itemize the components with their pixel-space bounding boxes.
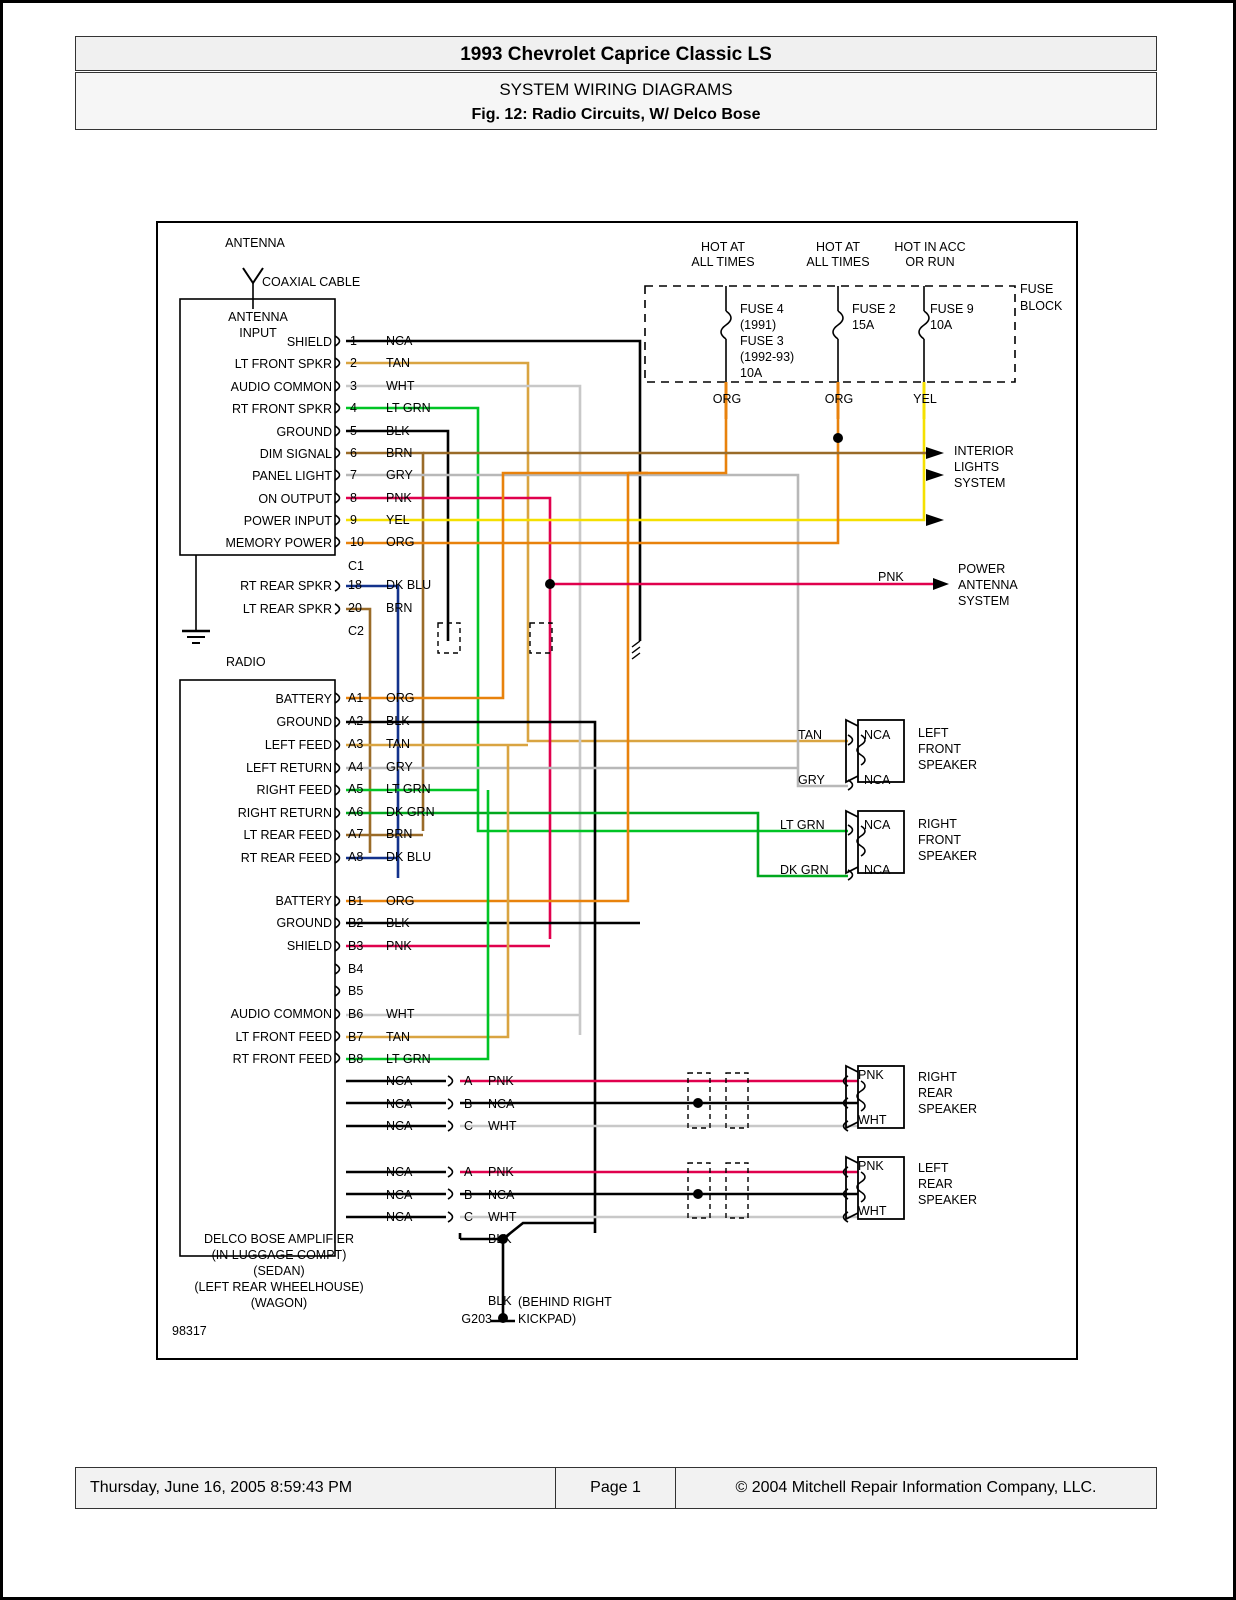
- fuse-4-line2: (1991): [740, 318, 777, 332]
- subtitle-line-1: SYSTEM WIRING DIAGRAMS: [499, 80, 733, 99]
- amp-pin-num-b2: B2: [348, 916, 364, 930]
- amp-pin-wire-b3: PNK: [386, 939, 412, 953]
- radio-pin-name-1: SHIELD: [286, 335, 332, 349]
- fuse-2-line1: FUSE 2: [852, 302, 896, 316]
- rear-right-pin-wire-2: NCA: [488, 1097, 515, 1111]
- amp-pin-num-a6: A6: [348, 805, 364, 819]
- amp-pin-num-b1: B1: [348, 894, 364, 908]
- rear-right-pin-left-2: NCA: [386, 1097, 413, 1111]
- radio-pin-name-10: MEMORY POWER: [225, 536, 332, 550]
- rear-right-pin-letter-2: B: [464, 1097, 473, 1111]
- ground-name: G203: [461, 1312, 492, 1326]
- amp-name-line2: (IN LUGGAGE COMPT): [211, 1248, 347, 1262]
- ground-location-line2: KICKPAD): [518, 1312, 577, 1326]
- radio-pin-wire-18: DK BLU: [386, 578, 432, 592]
- amp-pin-num-a5: A5: [348, 782, 364, 796]
- rf-return-nca: NCA: [864, 863, 891, 877]
- fuse-3-amp: 10A: [740, 366, 763, 380]
- fuse-block-label-2: BLOCK: [1020, 299, 1063, 313]
- radio-pin-num-5: 5: [350, 424, 357, 438]
- amp-pin-wire-b2: BLK: [386, 916, 410, 930]
- amp-pin-name-b3: SHIELD: [286, 939, 332, 953]
- lr-wire-3: WHT: [858, 1204, 887, 1218]
- amp-pin-name-b7: AUDIO COMMON: [230, 1007, 332, 1021]
- speaker-lf-line2: FRONT: [918, 742, 962, 756]
- amp-pin-wire-b7: TAN: [386, 1030, 411, 1044]
- rear-left-pin-wire-1: PNK: [488, 1165, 514, 1179]
- antenna-input-line2: INPUT: [239, 326, 277, 340]
- amp-pin-name-b2: GROUND: [276, 916, 332, 930]
- antenna-input-line1: ANTENNA: [228, 310, 288, 324]
- rear-right-pin-left-1: NCA: [386, 1074, 413, 1088]
- amp-pin-wire-a6: DK GRN: [386, 805, 435, 819]
- radio-pin-wire-20: BRN: [386, 601, 413, 615]
- amp-pin-name-b8: LT FRONT FEED: [235, 1030, 332, 1044]
- rear-right-pin-wire-1: PNK: [488, 1074, 514, 1088]
- amp-pin-wire-a4: GRY: [386, 760, 413, 774]
- rr-wire-3: WHT: [858, 1113, 887, 1127]
- amp-pin-wire-a1: ORG: [386, 691, 415, 705]
- amp-pin-num-b6: B6: [348, 1007, 364, 1021]
- fuse-heading-2-line1: HOT AT: [816, 240, 860, 254]
- radio-pin-num-6: 6: [350, 446, 357, 460]
- speaker-rr-line1: RIGHT: [918, 1070, 957, 1084]
- radio-pin-name-7: PANEL LIGHT: [252, 469, 332, 483]
- amp-pin-num-b4: B4: [348, 962, 364, 976]
- radio-name: RADIO: [226, 655, 266, 669]
- radio-pin-name-20: LT REAR SPKR: [242, 602, 332, 616]
- fuse-9-wire: YEL: [913, 392, 937, 406]
- speaker-rf-line2: FRONT: [918, 833, 962, 847]
- lf-feed-wire: TAN: [798, 728, 823, 742]
- radio-pin-name-5: GROUND: [276, 425, 332, 439]
- amp-pin-name-a5: RIGHT FEED: [256, 783, 332, 797]
- rear-left-pin-letter-1: A: [464, 1165, 473, 1179]
- lf-return-wire: GRY: [798, 773, 825, 787]
- fuse-2-wire: ORG: [824, 392, 854, 406]
- amp-pin-wire-a8: DK BLU: [386, 850, 432, 864]
- wiring-diagram: [156, 221, 1078, 1360]
- radio-pin-num-18: 18: [348, 578, 362, 592]
- radio-connector-c2: C2: [348, 624, 364, 638]
- lf-return-nca: NCA: [864, 773, 891, 787]
- amp-pin-num-a4: A4: [348, 760, 364, 774]
- rf-feed-wire: LT GRN: [780, 818, 825, 832]
- amp-pin-wire-a2: BLK: [386, 714, 410, 728]
- radio-pin-num-4: 4: [350, 401, 357, 415]
- amp-pin-wire-b1: ORG: [386, 894, 415, 908]
- page-title: 1993 Chevrolet Caprice Classic LS: [75, 36, 1157, 71]
- power-antenna-line1: POWER: [958, 562, 1006, 576]
- radio-pin-wire-8: PNK: [386, 491, 412, 505]
- amp-pin-wire-a5: LT GRN: [386, 782, 431, 796]
- interior-lights-line2: LIGHTS: [954, 460, 1000, 474]
- amp-pin-wire-a3: TAN: [386, 737, 411, 751]
- amp-pin-wire-b6: WHT: [386, 1007, 415, 1021]
- rear-right-pin-letter-1: A: [464, 1074, 473, 1088]
- fuse-3-line2: (1992-93): [740, 350, 795, 364]
- radio-pin-num-3: 3: [350, 379, 357, 393]
- rear-left-pin-left-3: NCA: [386, 1210, 413, 1224]
- amp-pin-wire-a7: BRN: [386, 827, 413, 841]
- amp-pin-num-a8: A8: [348, 850, 364, 864]
- radio-pin-wire-5: BLK: [386, 424, 410, 438]
- radio-pin-wire-4: LT GRN: [386, 401, 431, 415]
- radio-pin-num-10: 10: [350, 535, 364, 549]
- footer: [75, 1467, 1157, 1509]
- amp-pin-num-a7: A7: [348, 827, 364, 841]
- radio-pin-num-2: 2: [350, 356, 357, 370]
- fuse-1-wire: ORG: [712, 392, 742, 406]
- coaxial-cable-label: COAXIAL CABLE: [262, 275, 361, 289]
- speaker-lf-line3: SPEAKER: [918, 758, 978, 772]
- amp-pin-name-a7: LT REAR FEED: [243, 828, 332, 842]
- amp-pin-num-b7: B7: [348, 1030, 364, 1044]
- radio-pin-wire-7: GRY: [386, 468, 413, 482]
- ground-wire-bottom: BLK: [488, 1294, 512, 1308]
- page-subtitle: [75, 72, 1157, 130]
- interior-lights-line1: INTERIOR: [954, 444, 1014, 458]
- radio-pin-num-8: 8: [350, 491, 357, 505]
- radio-pin-wire-9: YEL: [386, 513, 410, 527]
- speaker-rf-line3: SPEAKER: [918, 849, 978, 863]
- rear-right-pin-left-3: NCA: [386, 1119, 413, 1133]
- amp-pin-name-a3: LEFT FEED: [264, 738, 332, 752]
- rear-left-pin-letter-3: C: [464, 1210, 474, 1224]
- amp-pin-name-a8: RT REAR FEED: [240, 851, 332, 865]
- radio-connector-c1: C1: [348, 559, 364, 573]
- ground-wire-top: BLK: [488, 1232, 512, 1246]
- amp-pin-num-b5: B5: [348, 984, 364, 998]
- amp-pin-num-b8: B8: [348, 1052, 364, 1066]
- amp-pin-name-b1: BATTERY: [275, 894, 332, 908]
- speaker-rf-line1: RIGHT: [918, 817, 957, 831]
- speaker-lr-line3: SPEAKER: [918, 1193, 978, 1207]
- fuse-9-amp: 10A: [930, 318, 953, 332]
- interior-lights-line3: SYSTEM: [954, 476, 1006, 490]
- amp-pin-name-rt-front-feed: RT FRONT FEED: [232, 1052, 332, 1066]
- amp-name-line1: DELCO BOSE AMPLIFIER: [203, 1232, 355, 1246]
- rear-right-pin-letter-3: C: [464, 1119, 474, 1133]
- power-antenna-line3: SYSTEM: [958, 594, 1010, 608]
- amp-name-line5: (WAGON): [250, 1296, 308, 1310]
- rf-feed-nca: NCA: [864, 818, 891, 832]
- rf-return-wire: DK GRN: [780, 863, 829, 877]
- radio-pin-wire-10: ORG: [386, 535, 415, 549]
- amp-pin-num-b3: B3: [348, 939, 364, 953]
- radio-pin-wire-1: NCA: [386, 334, 413, 348]
- rear-left-pin-wire-3: WHT: [488, 1210, 517, 1224]
- diagram-id-code: 98317: [172, 1324, 207, 1338]
- fuse-3-line1: FUSE 3: [740, 334, 784, 348]
- fuse-block-label-1: FUSE: [1020, 282, 1054, 296]
- speaker-lr-line2: REAR: [918, 1177, 953, 1191]
- radio-pin-num-9: 9: [350, 513, 357, 527]
- radio-pin-name-8: ON OUTPUT: [258, 492, 332, 506]
- amp-pin-wire-b8: LT GRN: [386, 1052, 431, 1066]
- speaker-rr-line3: SPEAKER: [918, 1102, 978, 1116]
- lf-feed-nca: NCA: [864, 728, 891, 742]
- lr-wire-1: PNK: [858, 1159, 884, 1173]
- subtitle-line-2: Fig. 12: Radio Circuits, W/ Delco Bose: [471, 106, 761, 123]
- radio-pin-num-7: 7: [350, 468, 357, 482]
- radio-pin-num-1: 1: [350, 334, 357, 348]
- rr-wire-1: PNK: [858, 1068, 884, 1082]
- radio-pin-name-2: LT FRONT SPKR: [234, 357, 332, 371]
- radio-pin-name-6: DIM SIGNAL: [259, 447, 332, 461]
- footer-timestamp: Thursday, June 16, 2005 8:59:43 PM: [76, 1468, 556, 1508]
- rear-left-pin-wire-2: NCA: [488, 1188, 515, 1202]
- speaker-lf-line1: LEFT: [918, 726, 949, 740]
- radio-pin-num-20: 20: [348, 601, 362, 615]
- radio-pin-wire-2: TAN: [386, 356, 411, 370]
- amp-pin-name-a6: RIGHT RETURN: [237, 806, 332, 820]
- radio-pin-name-18: RT REAR SPKR: [240, 579, 332, 593]
- amp-pin-name-a4: LEFT RETURN: [246, 761, 332, 775]
- power-antenna-line2: ANTENNA: [958, 578, 1018, 592]
- radio-pin-name-9: POWER INPUT: [243, 514, 332, 528]
- speaker-rr-line2: REAR: [918, 1086, 953, 1100]
- rear-left-pin-left-2: NCA: [386, 1188, 413, 1202]
- amp-pin-name-a2: GROUND: [276, 715, 332, 729]
- radio-pin-name-4: RT FRONT SPKR: [231, 402, 332, 416]
- rear-left-pin-letter-2: B: [464, 1188, 473, 1202]
- rear-right-pin-wire-3: WHT: [488, 1119, 517, 1133]
- fuse-heading-3-line1: HOT IN ACC: [894, 240, 966, 254]
- rear-left-pin-left-1: NCA: [386, 1165, 413, 1179]
- amp-pin-num-a3: A3: [348, 737, 364, 751]
- power-antenna-wire: PNK: [878, 570, 904, 584]
- speaker-lr-line1: LEFT: [918, 1161, 949, 1175]
- fuse-heading-3-line2: OR RUN: [905, 255, 955, 269]
- fuse-heading-1-line2: ALL TIMES: [691, 255, 755, 269]
- fuse-heading-2-line2: ALL TIMES: [806, 255, 870, 269]
- fuse-2-amp: 15A: [852, 318, 875, 332]
- radio-pin-name-3: AUDIO COMMON: [230, 380, 332, 394]
- amp-name-line4: (LEFT REAR WHEELHOUSE): [194, 1280, 364, 1294]
- fuse-4-line1: FUSE 4: [740, 302, 784, 316]
- fuse-9-line1: FUSE 9: [930, 302, 974, 316]
- radio-pin-wire-6: BRN: [386, 446, 413, 460]
- amp-pin-num-a2: A2: [348, 714, 364, 728]
- footer-page: Page 1: [556, 1468, 676, 1508]
- amp-pin-name-a1: BATTERY: [275, 692, 332, 706]
- fuse-heading-1-line1: HOT AT: [701, 240, 745, 254]
- ground-location-line1: (BEHIND RIGHT: [518, 1295, 612, 1309]
- amp-pin-num-a1: A1: [348, 691, 364, 705]
- antenna-label: ANTENNA: [225, 236, 285, 250]
- radio-pin-wire-3: WHT: [386, 379, 415, 393]
- footer-copyright: © 2004 Mitchell Repair Information Company, LLC.: [735, 1479, 1097, 1496]
- amp-name-line3: (SEDAN): [253, 1264, 305, 1278]
